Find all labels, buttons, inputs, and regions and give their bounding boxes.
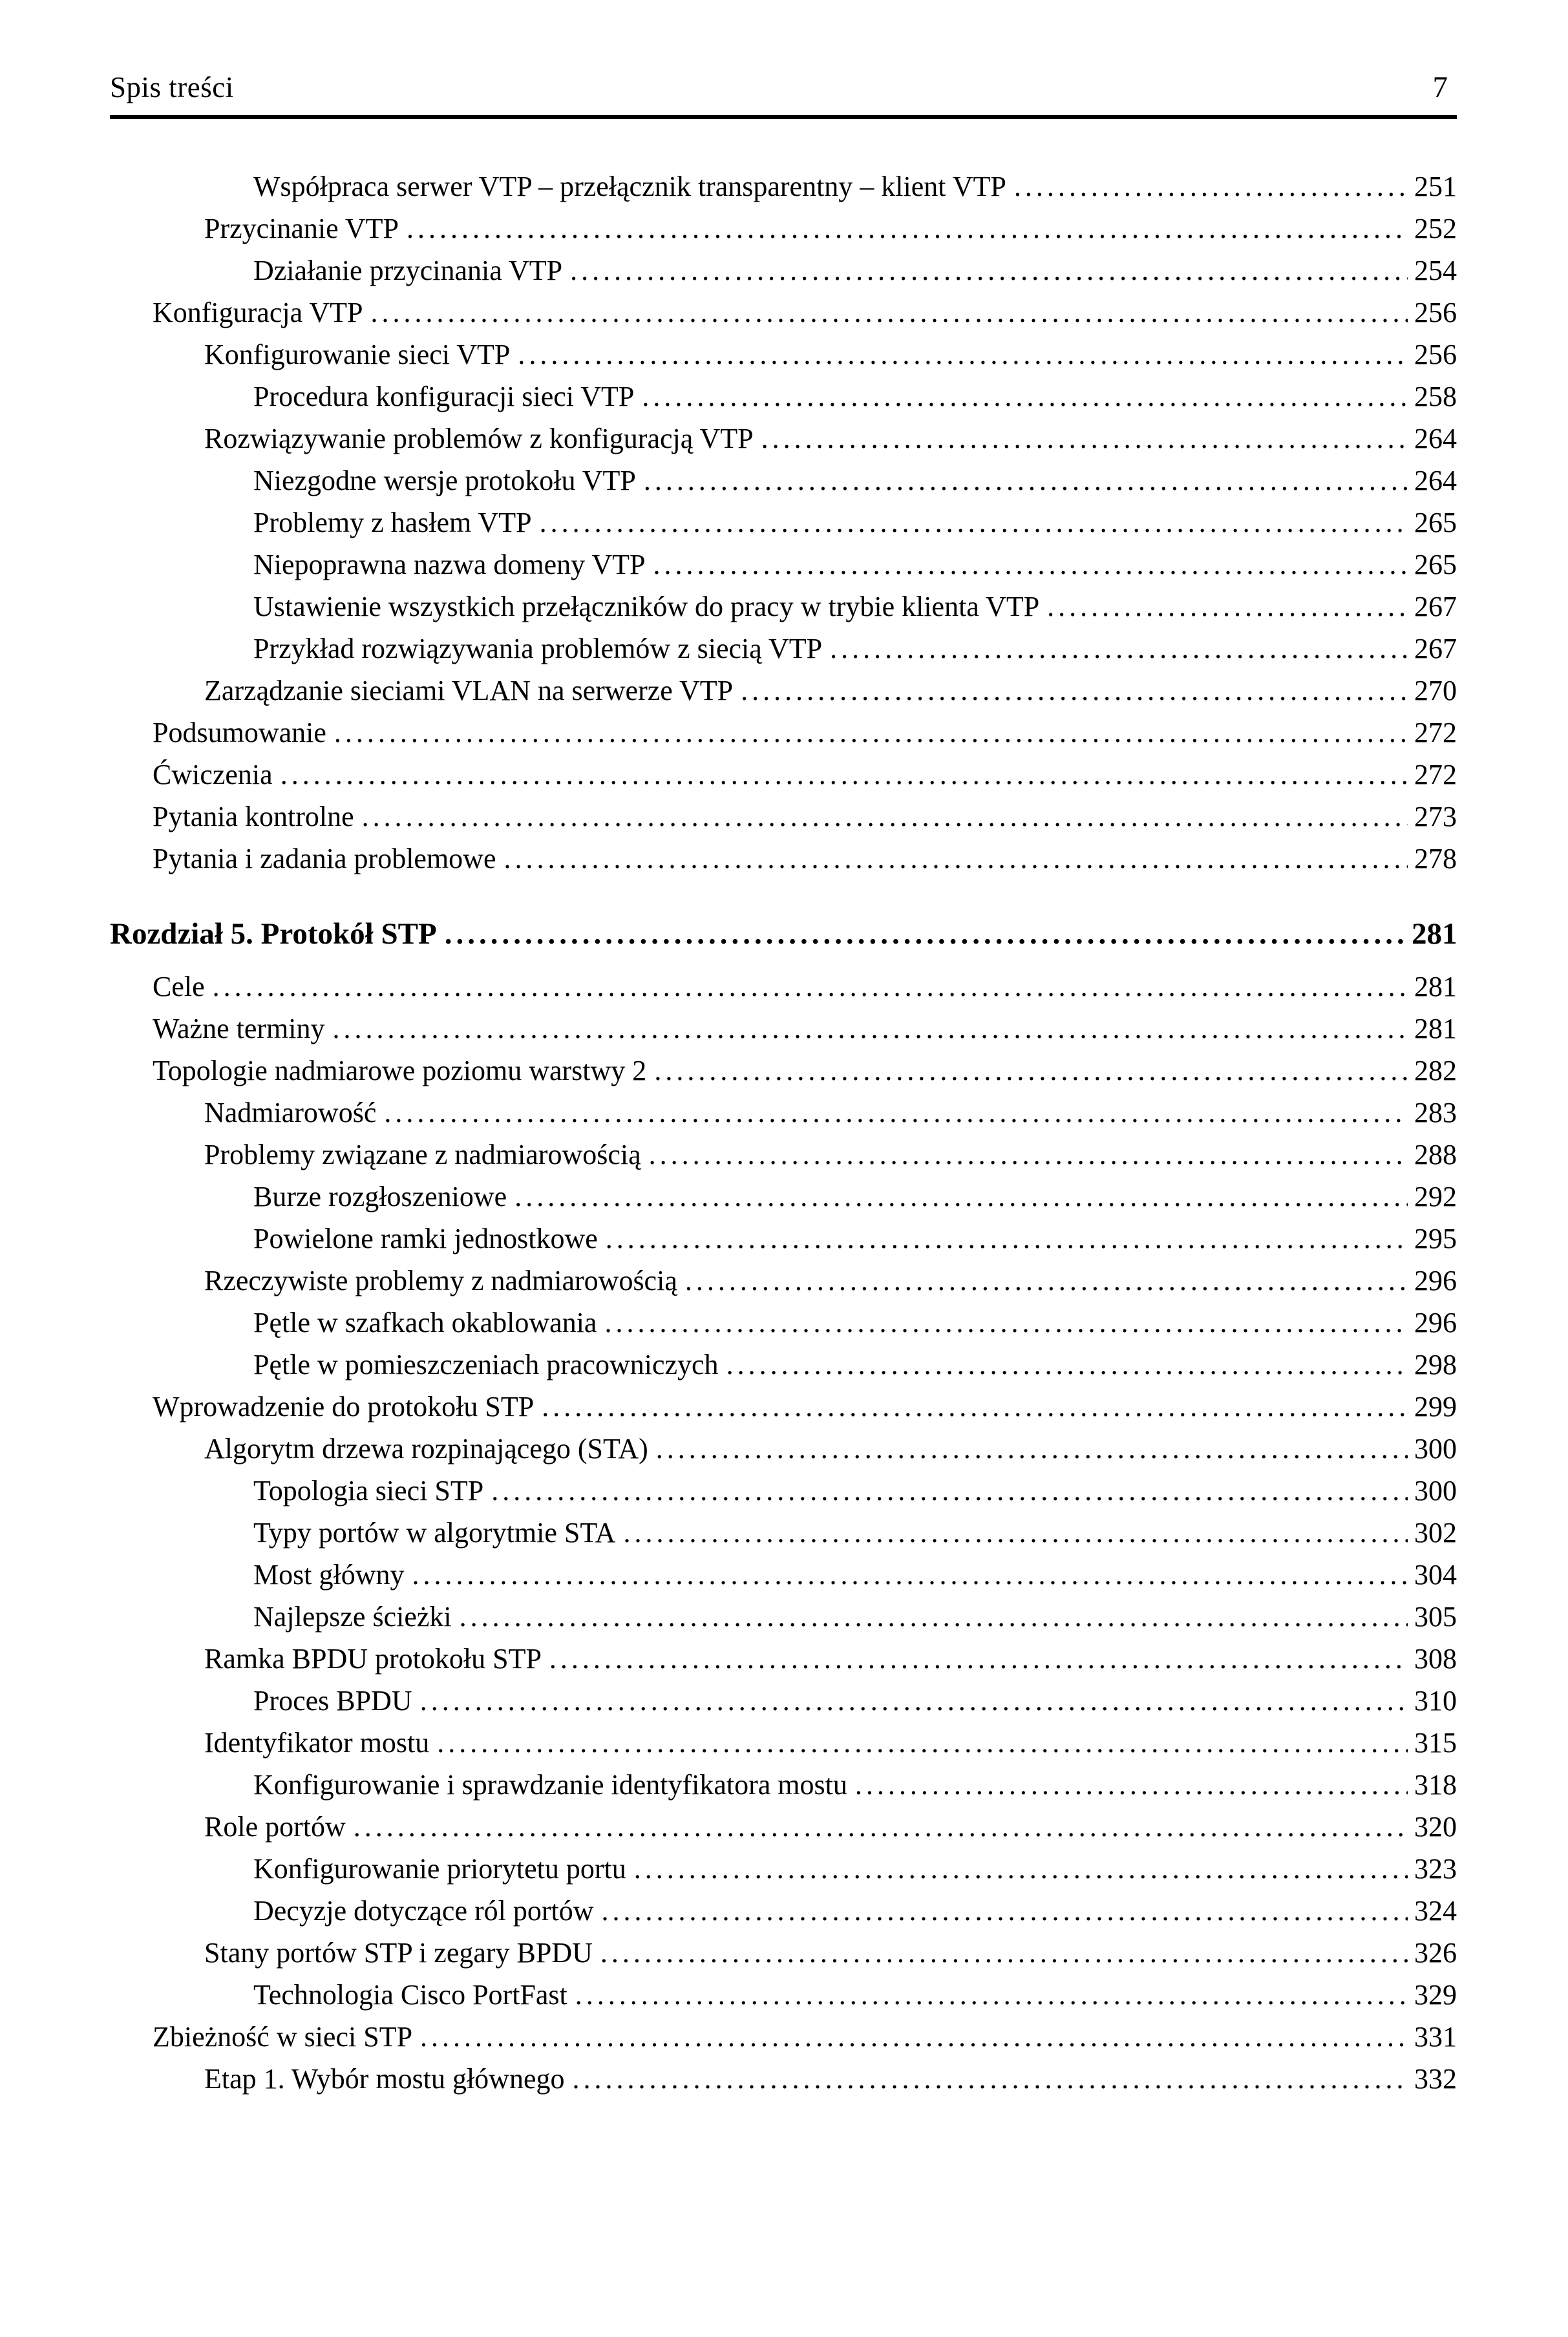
toc-entry-page: 296 bbox=[1414, 1307, 1457, 1338]
toc-entry-page: 302 bbox=[1414, 1517, 1457, 1549]
dot-leader bbox=[281, 754, 1408, 796]
toc-entry-page: 326 bbox=[1414, 1937, 1457, 1969]
toc-entry-row bbox=[110, 2016, 1457, 2058]
toc-entry-page: 320 bbox=[1414, 1811, 1457, 1843]
dot-leader bbox=[412, 1554, 1408, 1596]
dot-leader bbox=[213, 966, 1408, 1008]
dot-leader bbox=[623, 1512, 1408, 1554]
toc-entry-row bbox=[110, 670, 1457, 712]
dot-leader bbox=[741, 670, 1408, 712]
toc-entry-page: 273 bbox=[1414, 801, 1457, 832]
toc-entry-row bbox=[110, 1848, 1457, 1890]
toc-entry-label: Konfigurowanie priorytetu portu bbox=[253, 1853, 626, 1885]
toc-entry-page: 300 bbox=[1414, 1475, 1457, 1507]
toc-entry-label: Pytania i zadania problemowe bbox=[153, 843, 496, 874]
dot-leader bbox=[604, 1302, 1408, 1344]
toc-entry-label: Konfiguracja VTP bbox=[153, 297, 363, 328]
dot-leader bbox=[354, 1806, 1408, 1848]
toc-entry-label: Pętle w pomieszczeniach pracowniczych bbox=[253, 1349, 719, 1380]
toc-entry-row bbox=[110, 1806, 1457, 1848]
toc-entry-label: Przykład rozwiązywania problemów z siecią VTP bbox=[253, 633, 823, 664]
toc-entry-page: 299 bbox=[1414, 1391, 1457, 1422]
toc-chapter-page: 281 bbox=[1412, 917, 1457, 951]
toc-entry-page: 254 bbox=[1414, 255, 1457, 286]
dot-leader bbox=[1014, 165, 1408, 207]
header-page-number: 7 bbox=[1432, 70, 1448, 104]
toc-entry-page: 315 bbox=[1414, 1727, 1457, 1759]
toc-entry-page: 298 bbox=[1414, 1349, 1457, 1380]
toc-entry-page: 318 bbox=[1414, 1769, 1457, 1801]
toc-entry-label: Pytania kontrolne bbox=[153, 801, 354, 832]
toc-entry-label: Rzeczywiste problemy z nadmiarowością bbox=[204, 1265, 677, 1296]
toc-entry-page: 252 bbox=[1414, 213, 1457, 244]
toc-entry-page: 329 bbox=[1414, 1979, 1457, 2011]
toc-entry-label: Wprowadzenie do protokołu STP bbox=[153, 1391, 535, 1422]
toc-entry-row bbox=[110, 1386, 1457, 1428]
dot-leader bbox=[634, 1848, 1408, 1890]
toc-entry-label: Algorytm drzewa rozpinającego (STA) bbox=[204, 1433, 648, 1465]
toc-entry-label: Burze rozgłoszeniowe bbox=[253, 1181, 507, 1212]
toc-entry-row bbox=[110, 165, 1457, 207]
toc-entry-page: 258 bbox=[1414, 381, 1457, 412]
toc-entry-row bbox=[110, 1260, 1457, 1302]
toc-entry-page: 251 bbox=[1414, 171, 1457, 202]
toc-entry-row bbox=[110, 544, 1457, 586]
toc-entry-label: Ważne terminy bbox=[153, 1013, 325, 1044]
toc-entry-label: Most główny bbox=[253, 1559, 405, 1591]
toc-entry-label: Topologia sieci STP bbox=[253, 1475, 484, 1507]
dot-leader bbox=[420, 1680, 1408, 1722]
toc-entry-page: 272 bbox=[1414, 759, 1457, 790]
dot-leader bbox=[460, 1596, 1408, 1638]
toc-entry-row bbox=[110, 1680, 1457, 1722]
toc-entry-label: Powielone ramki jednostkowe bbox=[253, 1223, 598, 1254]
toc-entry-page: 323 bbox=[1414, 1853, 1457, 1885]
toc-entry-page: 270 bbox=[1414, 675, 1457, 706]
dot-leader bbox=[570, 249, 1408, 291]
toc-entry-page: 267 bbox=[1414, 633, 1457, 664]
toc-chapter-row bbox=[110, 913, 1457, 955]
toc-entry-page: 264 bbox=[1414, 423, 1457, 454]
toc-entry-page: 295 bbox=[1414, 1223, 1457, 1254]
toc-entry-page: 267 bbox=[1414, 591, 1457, 622]
toc-entry-label: Typy portów w algorytmie STA bbox=[253, 1517, 616, 1549]
toc-entry-page: 256 bbox=[1414, 297, 1457, 328]
toc-entry-label: Niezgodne wersje protokołu VTP bbox=[253, 465, 636, 496]
dot-leader bbox=[334, 712, 1408, 754]
toc-entry-page: 288 bbox=[1414, 1139, 1457, 1170]
toc-entry-label: Niepoprawna nazwa domeny VTP bbox=[253, 549, 646, 580]
toc-entry-row bbox=[110, 1638, 1457, 1680]
toc-entry-row bbox=[110, 1890, 1457, 1932]
dot-leader bbox=[600, 1932, 1408, 1974]
toc-entry-label: Podsumowanie bbox=[153, 717, 326, 748]
toc-entry-page: 300 bbox=[1414, 1433, 1457, 1465]
toc-entry-page: 278 bbox=[1414, 843, 1457, 874]
toc-entry-page: 283 bbox=[1414, 1097, 1457, 1128]
toc-entry-label: Pętle w szafkach okablowania bbox=[253, 1307, 597, 1338]
toc-entry-label: Proces BPDU bbox=[253, 1685, 412, 1717]
dot-leader bbox=[362, 796, 1408, 838]
toc-entry-page: 292 bbox=[1414, 1181, 1457, 1212]
toc-entry-row bbox=[110, 460, 1457, 502]
toc-entry-row bbox=[110, 838, 1457, 880]
dot-leader bbox=[514, 1176, 1408, 1218]
dot-leader bbox=[642, 375, 1408, 418]
toc-entry-label: Przycinanie VTP bbox=[204, 213, 399, 244]
dot-leader bbox=[644, 460, 1408, 502]
toc-entry-row bbox=[110, 418, 1457, 460]
toc-entry-label: Technologia Cisco PortFast bbox=[253, 1979, 567, 2011]
toc-entry-label: Etap 1. Wybór mostu głównego bbox=[204, 2063, 565, 2095]
dot-leader bbox=[1047, 586, 1408, 628]
toc-entry-label: Nadmiarowość bbox=[204, 1097, 377, 1128]
toc-entry-page: 281 bbox=[1414, 971, 1457, 1002]
toc-entry-label: Problemy z hasłem VTP bbox=[253, 507, 532, 538]
toc-entry-row bbox=[110, 1092, 1457, 1134]
dot-leader bbox=[420, 2016, 1408, 2058]
toc-entry-label: Zarządzanie sieciami VLAN na serwerze VTP bbox=[204, 675, 734, 706]
dot-leader bbox=[653, 544, 1408, 586]
toc-entry-row bbox=[110, 966, 1457, 1008]
toc-entry-page: 265 bbox=[1414, 549, 1457, 580]
toc-entry-label: Współpraca serwer VTP – przełącznik transparentny – klient VTP bbox=[253, 171, 1006, 202]
toc-entry-row bbox=[110, 1722, 1457, 1764]
toc-entry-label: Najlepsze ścieżki bbox=[253, 1601, 452, 1633]
toc-entry-row bbox=[110, 1050, 1457, 1092]
dot-leader bbox=[549, 1638, 1408, 1680]
toc-entry-label: Decyzje dotyczące ról portów bbox=[253, 1895, 594, 1927]
dot-leader bbox=[518, 333, 1408, 375]
toc-entry-row bbox=[110, 1512, 1457, 1554]
toc-entry-label: Konfigurowanie i sprawdzanie identyfikatora mostu bbox=[253, 1769, 847, 1801]
toc-entry-row bbox=[110, 754, 1457, 796]
toc-entry-page: 264 bbox=[1414, 465, 1457, 496]
toc-entry-row bbox=[110, 333, 1457, 375]
header-title: Spis treści bbox=[110, 71, 234, 103]
dot-leader bbox=[649, 1134, 1408, 1176]
toc-entry-label: Topologie nadmiarowe poziomu warstwy 2 bbox=[153, 1055, 647, 1086]
toc-entry-row bbox=[110, 628, 1457, 670]
toc-entry-row bbox=[110, 1218, 1457, 1260]
toc-entry-page: 296 bbox=[1414, 1265, 1457, 1296]
dot-leader bbox=[437, 1722, 1408, 1764]
dot-leader bbox=[656, 1428, 1408, 1470]
toc-entry-row bbox=[110, 712, 1457, 754]
dot-leader bbox=[830, 628, 1408, 670]
toc-entry-label: Rozwiązywanie problemów z konfiguracją VTP bbox=[204, 423, 754, 454]
page-header bbox=[110, 70, 1457, 119]
toc-entry-page: 308 bbox=[1414, 1643, 1457, 1675]
toc-entry-page: 324 bbox=[1414, 1895, 1457, 1927]
toc-entry-label: Konfigurowanie sieci VTP bbox=[204, 339, 511, 370]
dot-leader bbox=[602, 1890, 1408, 1932]
dot-leader bbox=[491, 1470, 1408, 1512]
toc-entry-row bbox=[110, 1302, 1457, 1344]
toc-entry-row bbox=[110, 796, 1457, 838]
toc-entry-page: 305 bbox=[1414, 1601, 1457, 1633]
dot-leader bbox=[542, 1386, 1408, 1428]
toc-entry-row bbox=[110, 1176, 1457, 1218]
toc-entry-row bbox=[110, 1470, 1457, 1512]
toc-entry-row bbox=[110, 375, 1457, 418]
dot-leader bbox=[332, 1008, 1408, 1050]
toc-entry-row bbox=[110, 1974, 1457, 2016]
dot-leader bbox=[726, 1344, 1408, 1386]
toc-entry-page: 265 bbox=[1414, 507, 1457, 538]
toc-entry-row bbox=[110, 1428, 1457, 1470]
dot-leader bbox=[606, 1218, 1408, 1260]
toc-entry-row bbox=[110, 1008, 1457, 1050]
toc-entry-row bbox=[110, 207, 1457, 249]
toc-entry-label: Ramka BPDU protokołu STP bbox=[204, 1643, 542, 1675]
toc-entry-label: Cele bbox=[153, 971, 205, 1002]
toc-entry-row bbox=[110, 1344, 1457, 1386]
toc-entry-row bbox=[110, 291, 1457, 333]
toc-entry-label: Stany portów STP i zegary BPDU bbox=[204, 1937, 593, 1969]
dot-leader bbox=[685, 1260, 1408, 1302]
toc-entry-row bbox=[110, 1134, 1457, 1176]
dot-leader bbox=[855, 1764, 1408, 1806]
toc-entry-label: Role portów bbox=[204, 1811, 346, 1843]
dot-leader bbox=[370, 291, 1408, 333]
toc-entry-row bbox=[110, 2058, 1457, 2100]
dot-leader bbox=[575, 1974, 1408, 2016]
toc-entry-row bbox=[110, 1932, 1457, 1974]
toc-entry-page: 282 bbox=[1414, 1055, 1457, 1086]
dot-leader bbox=[384, 1092, 1408, 1134]
toc-entry-page: 331 bbox=[1414, 2021, 1457, 2053]
toc-entry-page: 281 bbox=[1414, 1013, 1457, 1044]
toc-entry-row bbox=[110, 1596, 1457, 1638]
toc-entry-label: Zbieżność w sieci STP bbox=[153, 2021, 413, 2053]
toc-entry-label: Procedura konfiguracji sieci VTP bbox=[253, 381, 635, 412]
toc-entry-page: 272 bbox=[1414, 717, 1457, 748]
toc-entry-label: Ustawienie wszystkich przełączników do pracy w trybie klienta VTP bbox=[253, 591, 1040, 622]
dot-leader bbox=[503, 838, 1408, 880]
dot-leader bbox=[654, 1050, 1408, 1092]
dot-leader bbox=[572, 2058, 1408, 2100]
toc-entry-row bbox=[110, 586, 1457, 628]
toc-chapter-label: Rozdział 5. Protokół STP bbox=[110, 917, 437, 951]
dot-leader bbox=[445, 913, 1408, 955]
toc-entry-page: 304 bbox=[1414, 1559, 1457, 1591]
toc-entry-label: Identyfikator mostu bbox=[204, 1727, 430, 1759]
toc-entry-page: 310 bbox=[1414, 1685, 1457, 1717]
toc-entry-label: Problemy związane z nadmiarowością bbox=[204, 1139, 641, 1170]
toc-entry-page: 332 bbox=[1414, 2063, 1457, 2095]
dot-leader bbox=[540, 502, 1408, 544]
toc-entry-row bbox=[110, 502, 1457, 544]
toc-list bbox=[110, 165, 1457, 2100]
toc-entry-label: Ćwiczenia bbox=[153, 759, 273, 790]
toc-entry-row bbox=[110, 249, 1457, 291]
toc-entry-label: Działanie przycinania VTP bbox=[253, 255, 563, 286]
dot-leader bbox=[407, 207, 1408, 249]
toc-entry-row bbox=[110, 1764, 1457, 1806]
toc-entry-row bbox=[110, 1554, 1457, 1596]
dot-leader bbox=[761, 418, 1408, 460]
toc-entry-page: 256 bbox=[1414, 339, 1457, 370]
